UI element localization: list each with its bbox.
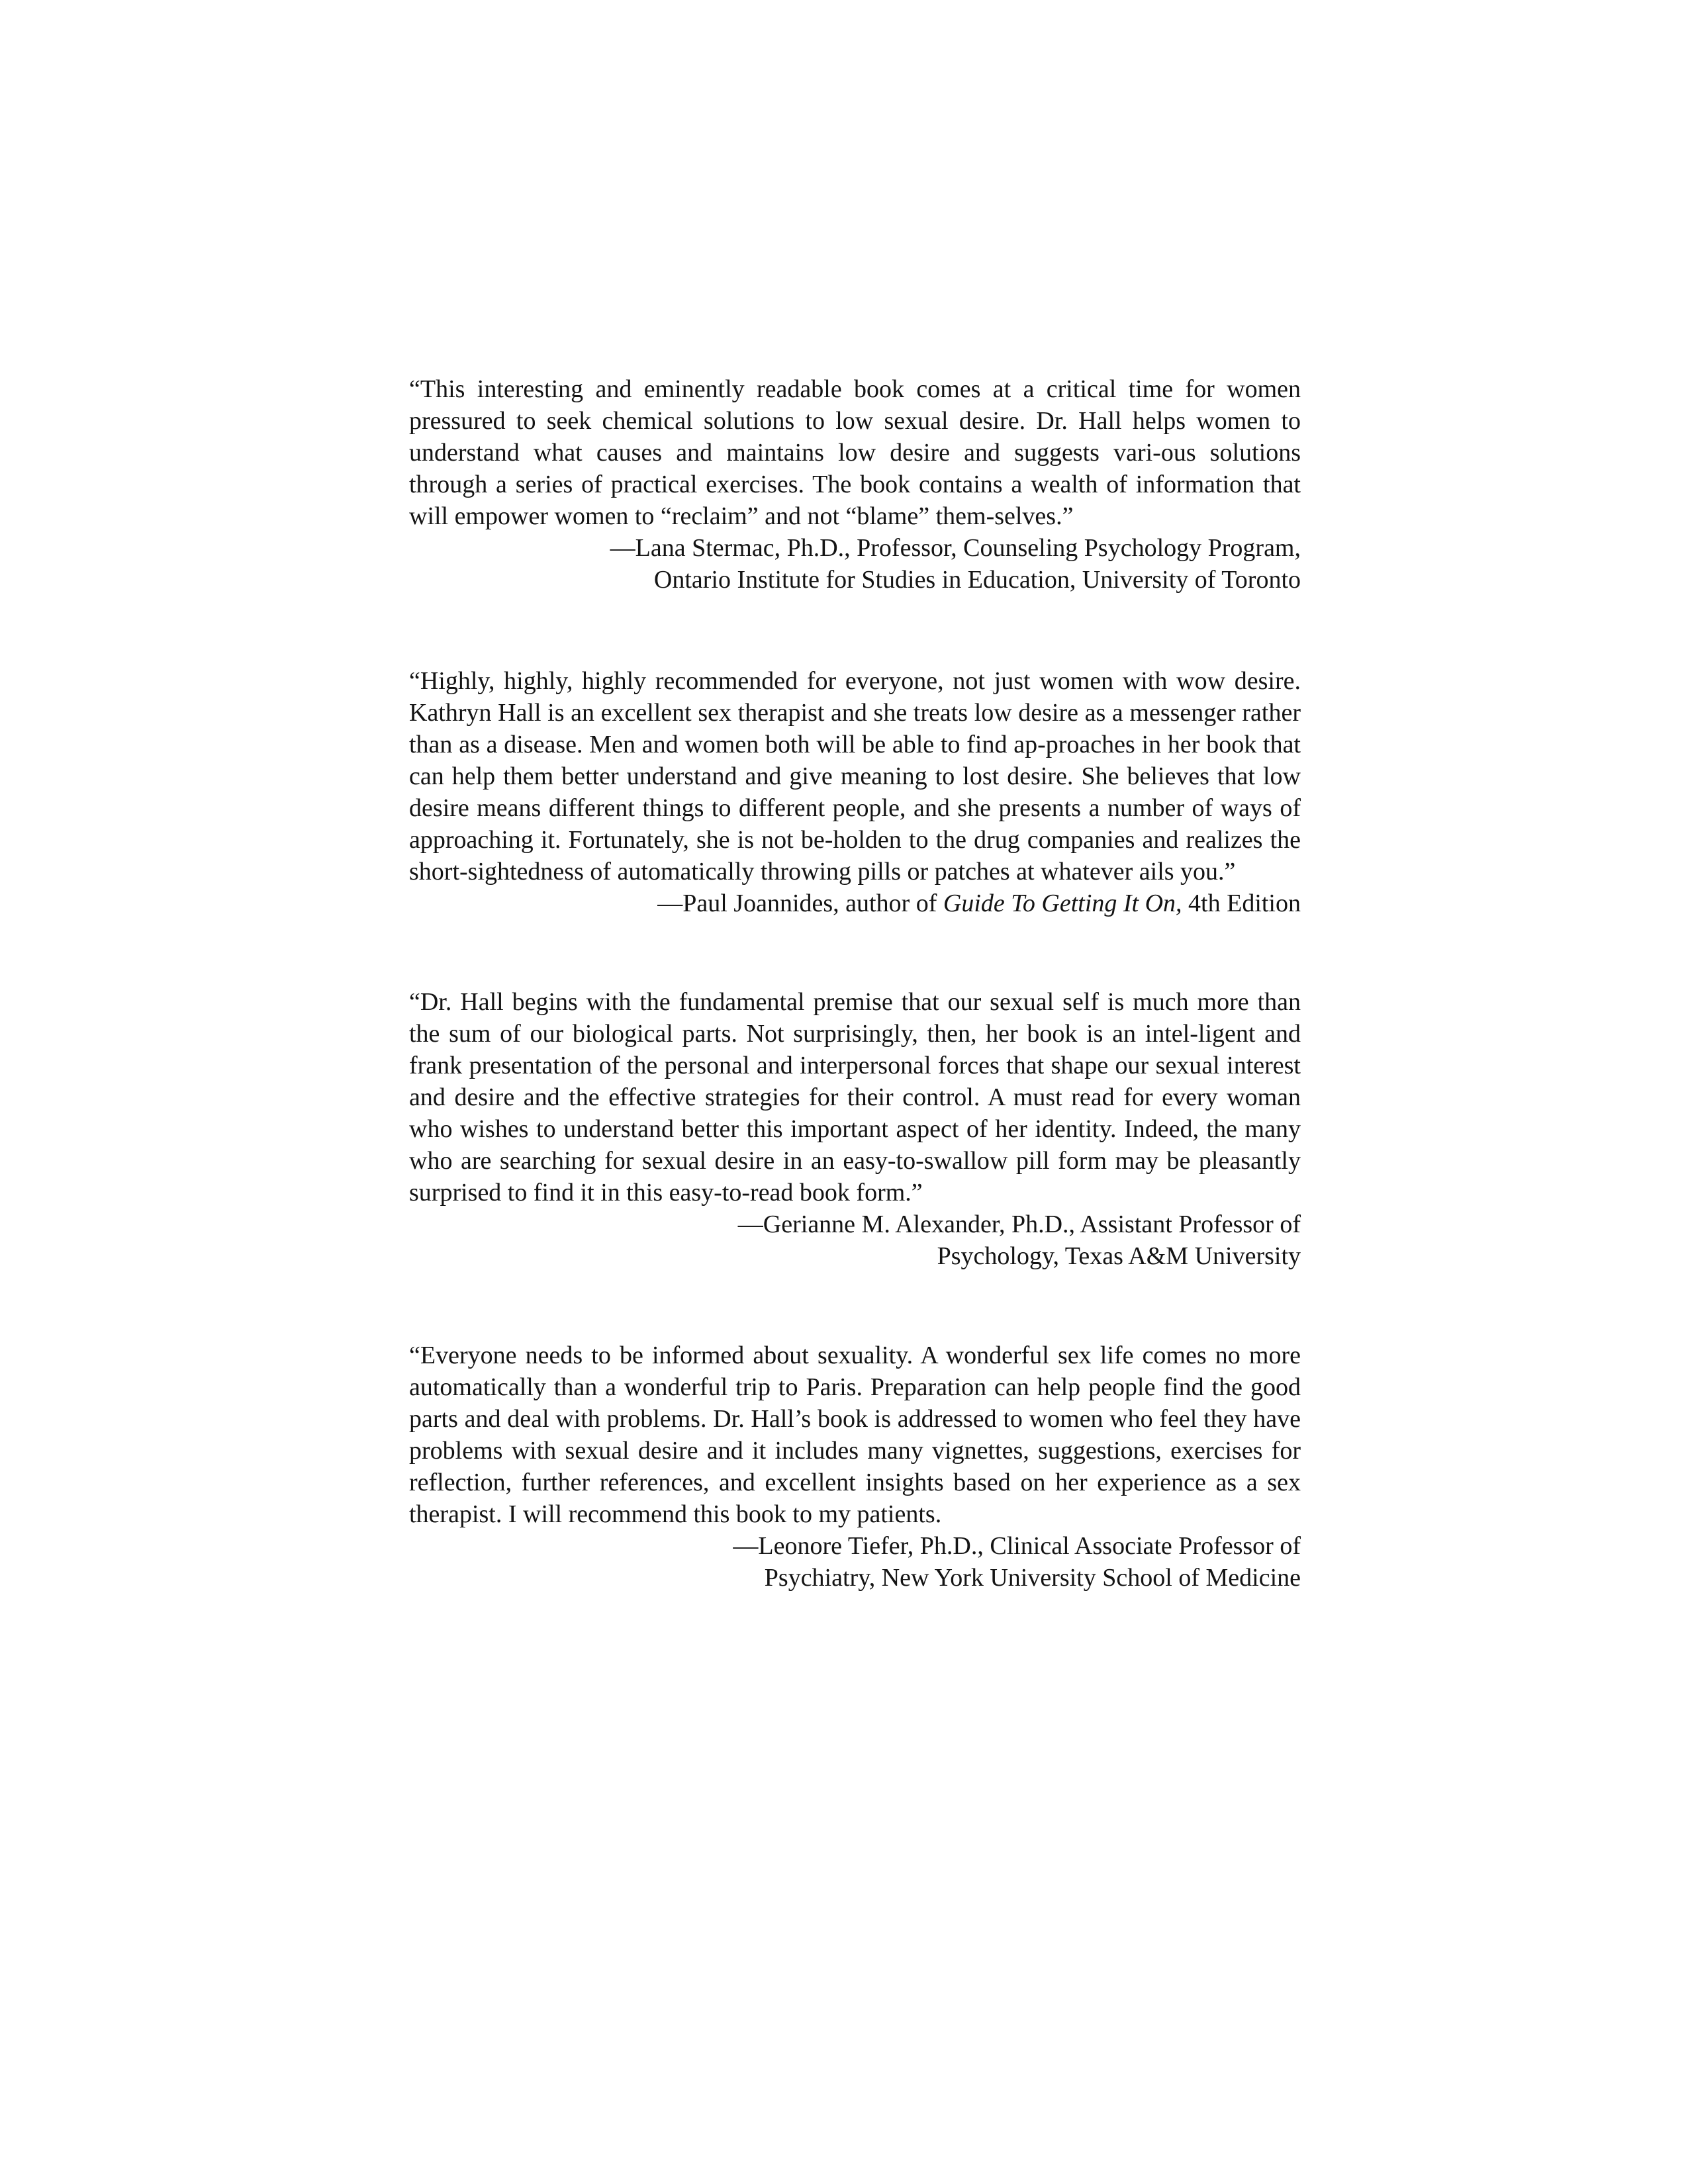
testimonial-quote: “Highly, highly, highly recommended for everyone, not just women with wow desire. Kathryn Hall is an excellent sex therapist and she treats low desire as a messenger rather than as a disease. Men and women both will be able to find ap-proaches in her book that can help them better understand and give meaning to lost desire. She believes that low desire means different things to different people, and she presents a number of ways of approaching it. Fortunately, she is not be-holden to the drug companies and realizes the short-sightedness of automatically throwing pills or patches at whatever ails you.” bbox=[409, 667, 1301, 886]
attribution-line: —Lana Stermac, Ph.D., Professor, Counseling Psychology Program, bbox=[610, 534, 1301, 562]
testimonial-tiefer bbox=[409, 1340, 1301, 1594]
testimonial-quote: “This interesting and eminently readable book comes at a critical time for women pressured to seek chemical solutions to low sexual desire. Dr. Hall helps women to understand what causes and maintains low desire and suggests vari-ous solutions through a series of practical exercises. The book contains a wealth of information that will empower women to “reclaim” and not “blame” them-selves.” bbox=[409, 375, 1301, 530]
testimonial-alexander bbox=[409, 986, 1301, 1272]
attribution-line: —Gerianne M. Alexander, Ph.D., Assistant Professor of bbox=[737, 1210, 1301, 1238]
testimonial-quote: “Everyone needs to be informed about sexuality. A wonderful sex life comes no more automatically than a wonderful trip to Paris. Preparation can help people find the good parts and deal with problems. Dr. Hall’s book is addressed to women who feel they have problems with sexual desire and it includes many vignettes, suggestions, exercises for reflection, further references, and excellent insights based on her experience as a sex therapist. I will recommend this book to my patients. bbox=[409, 1342, 1301, 1528]
testimonial-attribution bbox=[409, 1208, 1301, 1272]
testimonial-attribution bbox=[409, 1530, 1301, 1594]
testimonial-attribution bbox=[409, 887, 1301, 919]
testimonial-attribution bbox=[409, 532, 1301, 596]
attribution-line: Ontario Institute for Studies in Education, University of Toronto bbox=[653, 566, 1301, 594]
testimonial-stermac bbox=[409, 373, 1301, 596]
attribution-line: Psychiatry, New York University School of Medicine bbox=[764, 1564, 1301, 1592]
attribution-prefix: —Paul Joannides, author of bbox=[657, 889, 943, 917]
attribution-line bbox=[409, 887, 1301, 919]
testimonial-joannides bbox=[409, 665, 1301, 919]
book-title: Guide To Getting It On, bbox=[943, 889, 1182, 917]
attribution-line: —Leonore Tiefer, Ph.D., Clinical Associate Professor of bbox=[733, 1532, 1301, 1560]
attribution-suffix: 4th Edition bbox=[1182, 889, 1301, 917]
attribution-line: Psychology, Texas A&M University bbox=[937, 1242, 1301, 1270]
testimonial-quote: “Dr. Hall begins with the fundamental premise that our sexual self is much more than the sum of our biological parts. Not surprisingly, then, her book is an intel-ligent and frank presentation of the personal and interpersonal forces that shape our sexual interest and desire and the effective strategies for their control. A must read for every woman who wishes to understand better this important aspect of her identity. Indeed, the many who are searching for sexual desire in an easy-to-swallow pill form may be pleasantly surprised to find it in this easy-to-read book form.” bbox=[409, 988, 1301, 1206]
